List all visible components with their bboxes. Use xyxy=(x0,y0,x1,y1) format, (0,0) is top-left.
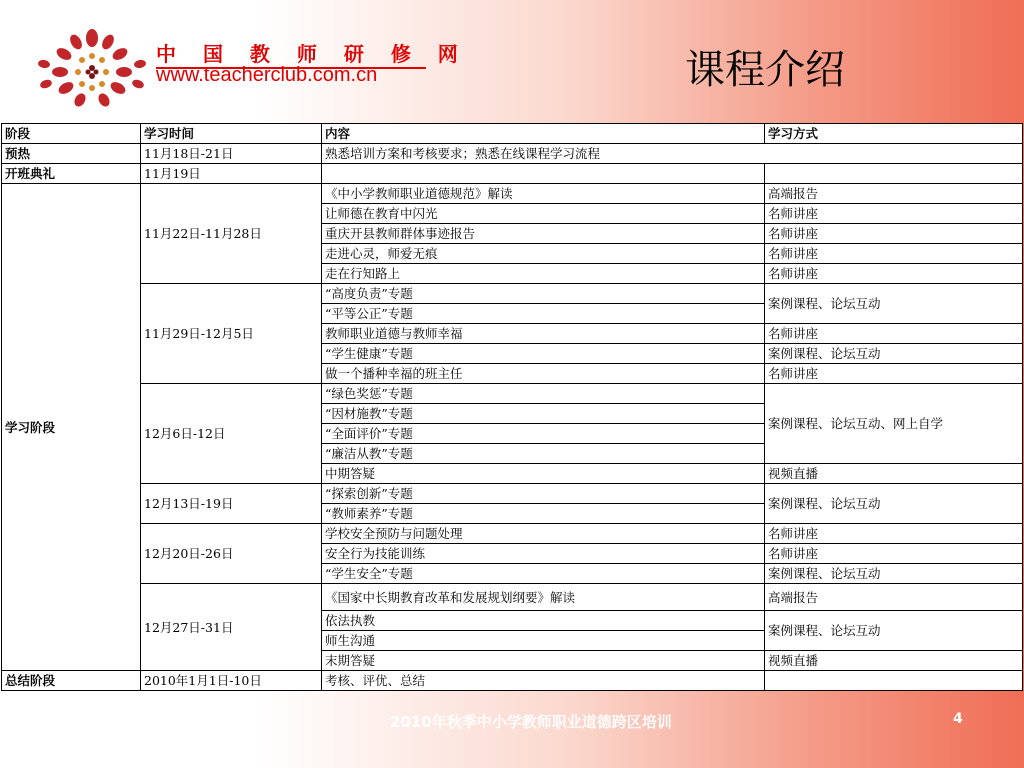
content-cell: 走在行知路上 xyxy=(322,264,765,284)
mode-cell: 高端报告 xyxy=(765,584,1023,611)
content-cell: 安全行为技能训练 xyxy=(322,544,765,564)
table-header-row xyxy=(2,124,1023,144)
content-cell: “廉洁从教”专题 xyxy=(322,444,765,464)
content-cell: 《中小学教师职业道德规范》解读 xyxy=(322,184,765,204)
time-cell: 12月20日-26日 xyxy=(141,524,322,584)
mode-cell: 名师讲座 xyxy=(765,244,1023,264)
stage-cell: 预热 xyxy=(2,144,141,164)
content-cell xyxy=(322,164,765,184)
content-cell: 教师职业道德与教师幸福 xyxy=(322,324,765,344)
content-cell: “学生健康”专题 xyxy=(322,344,765,364)
content-cell: 末期答疑 xyxy=(322,651,765,671)
content-cell: “高度负责”专题 xyxy=(322,284,765,304)
content-cell: 《国家中长期教育改革和发展规划纲要》解读 xyxy=(322,584,765,611)
time-cell: 12月6日-12日 xyxy=(141,384,322,484)
time-cell: 11月22日-11月28日 xyxy=(141,184,322,284)
mode-cell: 案例课程、论坛互动 xyxy=(765,484,1023,524)
mode-cell: 名师讲座 xyxy=(765,204,1023,224)
content-cell: 考核、评优、总结 xyxy=(322,671,765,691)
content-cell: 重庆开县教师群体事迹报告 xyxy=(322,224,765,244)
content-cell: 熟悉培训方案和考核要求；熟悉在线课程学习流程 xyxy=(322,144,1023,164)
time-cell: 12月13日-19日 xyxy=(141,484,322,524)
time-cell: 11月29日-12月5日 xyxy=(141,284,322,384)
teacherclub-logo-icon xyxy=(32,22,152,118)
table-row xyxy=(2,484,1023,504)
content-cell: 走进心灵，师爱无痕 xyxy=(322,244,765,264)
mode-cell xyxy=(765,164,1023,184)
page-number: 4 xyxy=(953,711,963,727)
content-cell: 学校安全预防与问题处理 xyxy=(322,524,765,544)
time-cell: 2010年1月1日-10日 xyxy=(141,671,322,691)
table-row xyxy=(2,524,1023,544)
mode-cell: 案例课程、论坛互动 xyxy=(765,611,1023,651)
stage-cell: 开班典礼 xyxy=(2,164,141,184)
mode-cell: 案例课程、论坛互动 xyxy=(765,564,1023,584)
content-cell: “教师素养”专题 xyxy=(322,504,765,524)
column-header-time: 学习时间 xyxy=(141,124,322,144)
column-header-stage: 阶段 xyxy=(2,124,141,144)
table-row xyxy=(2,184,1023,204)
course-schedule-table xyxy=(1,123,1023,691)
site-url-link[interactable]: www.teacherclub.com.cn xyxy=(156,64,378,86)
content-cell: 让师德在教育中闪光 xyxy=(322,204,765,224)
content-cell: “探索创新”专题 xyxy=(322,484,765,504)
mode-cell: 视频直播 xyxy=(765,464,1023,484)
mode-cell: 名师讲座 xyxy=(765,264,1023,284)
table-row xyxy=(2,671,1023,691)
mode-cell: 案例课程、论坛互动 xyxy=(765,344,1023,364)
time-cell: 11月19日 xyxy=(141,164,322,184)
content-cell: “平等公正”专题 xyxy=(322,304,765,324)
column-header-content: 内容 xyxy=(322,124,765,144)
footer-text: 2010年秋季中小学教师职业道德跨区培训 xyxy=(390,713,672,731)
mode-cell: 高端报告 xyxy=(765,184,1023,204)
column-header-mode: 学习方式 xyxy=(765,124,1023,144)
mode-cell: 名师讲座 xyxy=(765,544,1023,564)
content-cell: “因材施教”专题 xyxy=(322,404,765,424)
content-cell: “全面评价”专题 xyxy=(322,424,765,444)
table-row xyxy=(2,144,1023,164)
mode-cell: 名师讲座 xyxy=(765,524,1023,544)
content-cell: 做一个播种幸福的班主任 xyxy=(322,364,765,384)
mode-cell: 名师讲座 xyxy=(765,324,1023,344)
time-cell: 12月27日-31日 xyxy=(141,584,322,671)
slide-header xyxy=(0,0,1024,122)
content-cell: 依法执教 xyxy=(322,611,765,631)
mode-cell: 名师讲座 xyxy=(765,364,1023,384)
time-cell: 11月18日-21日 xyxy=(141,144,322,164)
site-name: 中 国 教 师 研 修 网 xyxy=(156,42,468,66)
mode-cell: 案例课程、论坛互动 xyxy=(765,284,1023,324)
table-row xyxy=(2,284,1023,304)
content-cell: 中期答疑 xyxy=(322,464,765,484)
mode-cell: 视频直播 xyxy=(765,651,1023,671)
content-cell: “绿色奖惩”专题 xyxy=(322,384,765,404)
mode-cell: 案例课程、论坛互动、网上自学 xyxy=(765,384,1023,464)
table-row xyxy=(2,164,1023,184)
content-cell: “学生安全”专题 xyxy=(322,564,765,584)
table-row xyxy=(2,584,1023,611)
stage-cell: 学习阶段 xyxy=(2,184,141,671)
mode-cell xyxy=(765,671,1023,691)
mode-cell: 名师讲座 xyxy=(765,224,1023,244)
page-title: 课程介绍 xyxy=(685,47,845,93)
table-row xyxy=(2,384,1023,404)
content-cell: 师生沟通 xyxy=(322,631,765,651)
stage-cell: 总结阶段 xyxy=(2,671,141,691)
